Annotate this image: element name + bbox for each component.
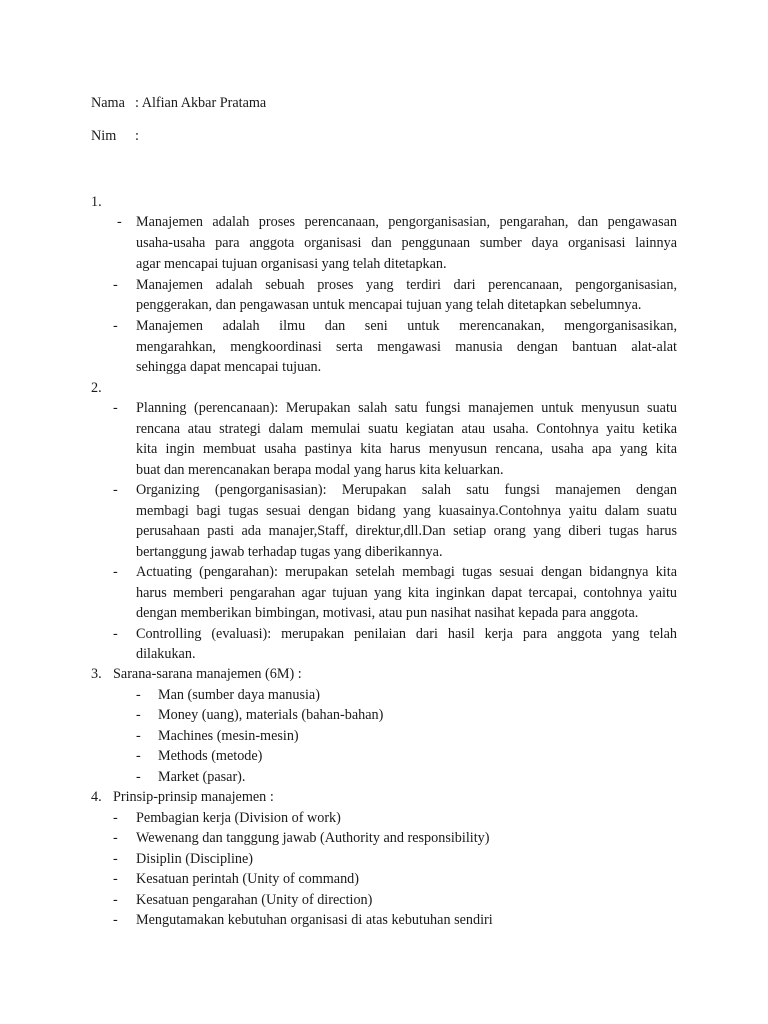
section-4-item-6: Mengutamakan kebutuhan organisasi di atas kebutuhan sendiri xyxy=(136,912,493,928)
section-2-item-2-line-4: bertanggung jawab terhadap tugas yang diberikannya. xyxy=(136,544,443,560)
bullet-dash: - xyxy=(113,482,118,498)
section-1-item-3-line-1: Manajemen adalah ilmu dan seni untuk merencanakan, mengorganisasikan, xyxy=(136,318,677,334)
bullet-dash: - xyxy=(136,707,141,723)
section-2-item-1-line-3: kita ingin membuat usaha pastinya kita harus menyusun rencana, usaha apa yang kita xyxy=(136,441,677,457)
section-4-item-5: Kesatuan pengarahan (Unity of direction) xyxy=(136,892,373,908)
section-2-item-2-line-1: Organizing (pengorganisasian): Merupakan salah satu fungsi manajemen dengan xyxy=(136,482,677,498)
section-1-item-2-line-2: penggerakan, dan pengawasan untuk mencapai tujuan yang telah ditetapkan sebelumnya. xyxy=(136,297,642,313)
bullet-dash: - xyxy=(113,830,118,846)
section-1-item-2-line-1: Manajemen adalah sebuah proses yang terdiri dari perencanaan, pengorganisasian, xyxy=(136,277,677,293)
bullet-dash: - xyxy=(113,871,118,887)
bullet-dash: - xyxy=(113,318,118,334)
name-label: Nama xyxy=(91,95,125,111)
bullet-dash: - xyxy=(113,564,118,580)
section-1-number: 1. xyxy=(91,194,102,210)
bullet-dash: - xyxy=(117,214,122,230)
section-1-item-1-line-3: agar mencapai tujuan organisasi yang telah ditetapkan. xyxy=(136,256,447,272)
section-1-item-3-line-3: sehingga dapat mencapai tujuan. xyxy=(136,359,322,375)
bullet-dash: - xyxy=(113,626,118,642)
section-4-title: Prinsip-prinsip manajemen : xyxy=(113,789,274,805)
bullet-dash: - xyxy=(113,400,118,416)
section-1-item-1-line-2: usaha-usaha para anggota organisasi dan penggunaan sumber daya organisasi lainnya xyxy=(136,235,677,251)
section-2-item-3-line-3: dengan memberikan bimbingan, motivasi, atau pun nasihat nasihat kepada para anggota. xyxy=(136,605,639,621)
section-2-item-3-line-2: harus memberi pengarahan agar tujuan yang kita inginkan dapat tercapai, contohnya yaitu xyxy=(136,585,677,601)
section-3-item-1: Man (sumber daya manusia) xyxy=(158,687,320,703)
bullet-dash: - xyxy=(136,769,141,785)
section-1-item-3-line-2: mengarahkan, mengkoordinasi serta mengawasi manusia dengan bantuan alat-alat xyxy=(136,339,677,355)
nim-value: : xyxy=(135,128,139,144)
section-3-title: Sarana-sarana manajemen (6M) : xyxy=(113,666,302,682)
bullet-dash: - xyxy=(113,277,118,293)
section-4-number: 4. xyxy=(91,789,102,805)
section-1-item-1-line-1: Manajemen adalah proses perencanaan, pengorganisasian, pengarahan, dan pengawasan xyxy=(136,214,677,230)
nim-label: Nim xyxy=(91,128,117,144)
section-2-item-1-line-4: buat dan merencanakan berapa modal yang harus kita keluarkan. xyxy=(136,462,504,478)
bullet-dash: - xyxy=(113,912,118,928)
section-2-item-2-line-2: membagi bagi tugas sesuai dengan bidang yang kuasainya.Contohnya yaitu dalam suatu xyxy=(136,503,677,519)
section-4-item-3: Disiplin (Discipline) xyxy=(136,851,254,867)
section-2-item-4-line-1: Controlling (evaluasi): merupakan penilaian dari hasil kerja para anggota yang telah xyxy=(136,626,677,642)
bullet-dash: - xyxy=(113,851,118,867)
section-3-item-2: Money (uang), materials (bahan-bahan) xyxy=(158,707,384,723)
section-2-item-4-line-2: dilakukan. xyxy=(136,646,196,662)
bullet-dash: - xyxy=(113,892,118,908)
section-3-item-3: Machines (mesin-mesin) xyxy=(158,728,299,744)
section-4-item-2: Wewenang dan tanggung jawab (Authority and responsibility) xyxy=(136,830,490,846)
section-2-number: 2. xyxy=(91,380,102,396)
section-3-item-5: Market (pasar). xyxy=(158,769,246,785)
section-3-item-4: Methods (metode) xyxy=(158,748,263,764)
section-4-item-4: Kesatuan perintah (Unity of command) xyxy=(136,871,359,887)
section-2-item-3-line-1: Actuating (pengarahan): merupakan setelah membagi tugas sesuai dengan bidangnya kita xyxy=(136,564,677,580)
section-2-item-1-line-2: rencana atau strategi dalam memulai suatu kegiatan atau usaha. Contohnya yaitu ketika xyxy=(136,421,677,437)
section-2-item-2-line-3: perusahaan pasti ada manajer,Staff, direktur,dll.Dan setiap orang yang diberi tugas harus xyxy=(136,523,677,539)
section-3-number: 3. xyxy=(91,666,102,682)
name-value: : Alfian Akbar Pratama xyxy=(135,95,267,111)
bullet-dash: - xyxy=(136,728,141,744)
bullet-dash: - xyxy=(113,810,118,826)
bullet-dash: - xyxy=(136,748,141,764)
section-4-item-1: Pembagian kerja (Division of work) xyxy=(136,810,341,826)
bullet-dash: - xyxy=(136,687,141,703)
section-2-item-1-line-1: Planning (perencanaan): Merupakan salah satu fungsi manajemen untuk menyusun suatu xyxy=(136,400,677,416)
